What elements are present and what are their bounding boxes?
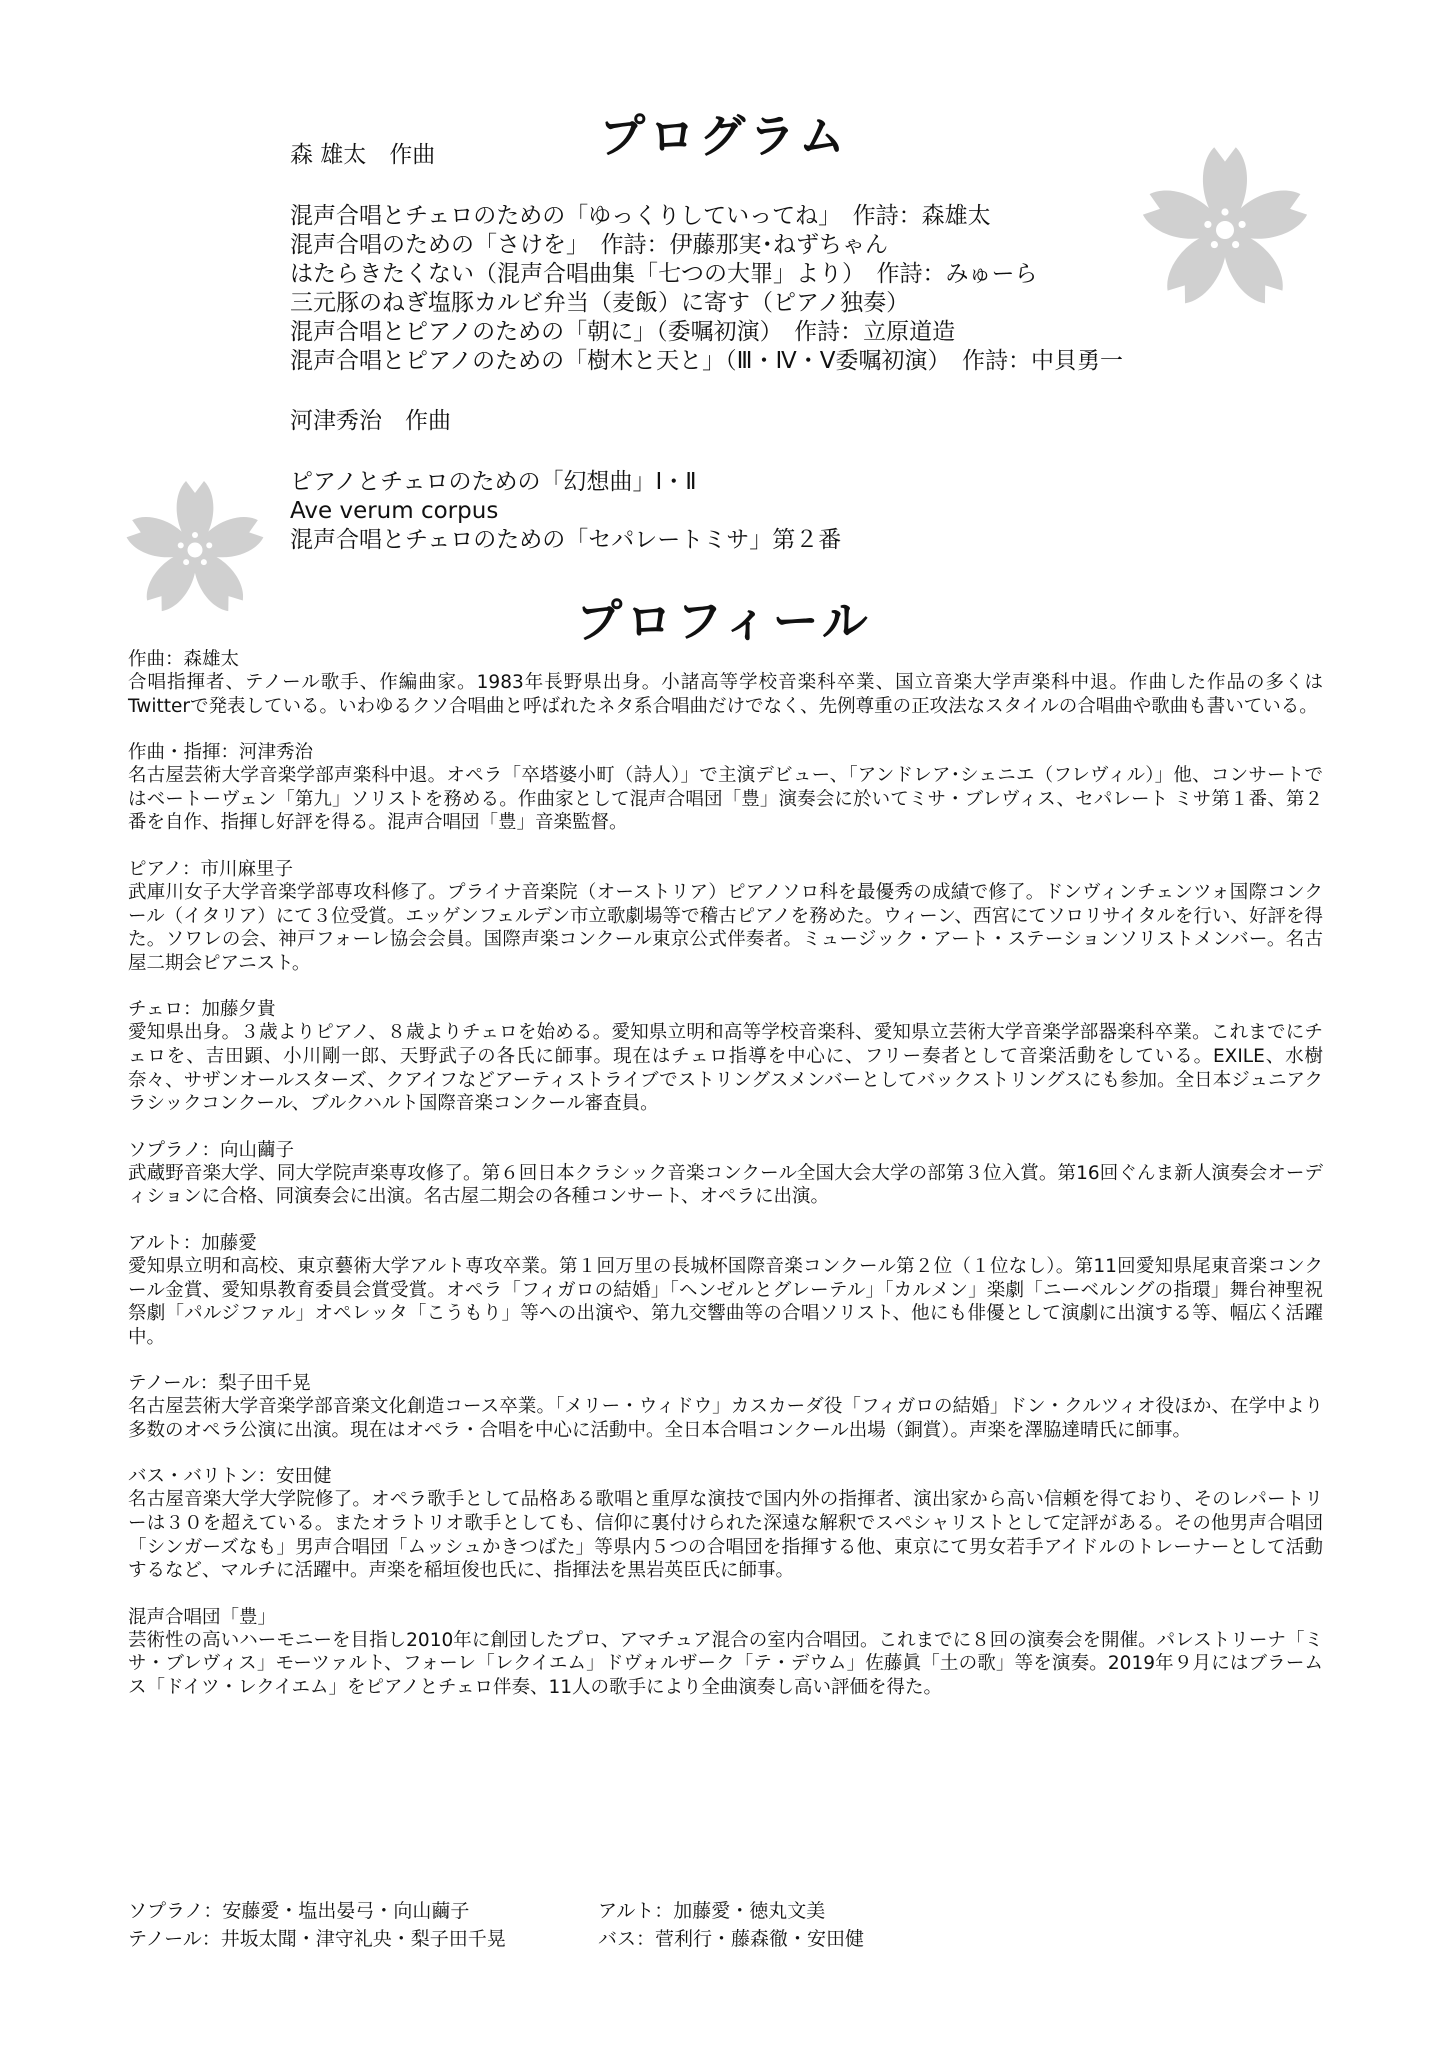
profile-entry [128, 741, 1323, 835]
profile-role: 作曲：森雄太 [128, 649, 240, 670]
profile-entry [128, 858, 1323, 975]
profile-bio: 武庫川女子大学音楽学部専攻科修了。プライナ音楽院（オーストリア）ピアノソロ科を最優秀の成績で修了。ドンヴィンチェンツォ国際コンクール（イタリア）にて３位受賞。エッゲンフェルデン市立歌劇場等で稽古ピアノを務めた。ウィーン、西宮にてソロリサイタルを行い、好評を得た。ソワレの会、神戸フォーレ協会会員。国際声楽コンクール東京公式伴奏者。ミュージック・アート・ステーションソリストメンバー。名古屋二期会ピアニスト。 [128, 881, 1323, 974]
profile-role: テノール：梨子田千晃 [128, 1373, 311, 1395]
profile-role: 混声合唱団「豊」 [128, 1606, 277, 1628]
profile-role: ソプラノ：向山繭子 [128, 1139, 294, 1161]
work-list [290, 202, 1390, 376]
profile-heading: プロフィール [576, 594, 872, 648]
choir-members [128, 1898, 1228, 1952]
profile-bio: 武蔵野音楽大学、同大学院声楽専攻修了。第６回日本クラシック音楽コンクール全国大会大学の部第３位入賞。第16回ぐんま新人演奏会オーディションに合格、同演奏会に出演。名古屋二期会の各種コンサート、オペラに出演。 [128, 1162, 1323, 1208]
profile-role: アルト：加藤愛 [128, 1232, 257, 1254]
work-item: Ave verum corpus [290, 498, 499, 524]
work-item: 三元豚のねぎ塩豚カルビ弁当（麦飯）に寄す（ピアノ独奏） [290, 290, 910, 316]
work-item: 混声合唱とピアノのための「朝に」（委嘱初演） 作詩：立原道造 [290, 319, 956, 345]
program-heading: プログラム [599, 109, 849, 163]
work-list [290, 468, 1390, 555]
work-item: 混声合唱のための「さけを」 作詩：伊藤那実･ねずちゃん [290, 232, 888, 258]
profile-entry [128, 1139, 1323, 1209]
profile-bio: 愛知県立明和高校、東京藝術大学アルト専攻卒業。第１回万里の長城杯国際音楽コンクール第２位（１位なし）。第11回愛知県尾東音楽コンクール金賞、愛知県教育委員会賞受賞。オペラ「フィガロの結婚」「ヘンゼルとグレーテル」「カルメン」楽劇「ニーベルングの指環」舞台神聖祝祭劇「パルジファル」オペレッタ「こうもり」等への出演や、第九交響曲等の合唱ソリスト、他にも俳優として演劇に出演する等、幅広く活躍中。 [128, 1255, 1323, 1348]
profile-role: ピアノ：市川麻里子 [128, 858, 294, 880]
profile-role: バス・バリトン：安田健 [128, 1466, 332, 1488]
alto-members: アルト：加藤愛・徳丸文美 [598, 1900, 826, 1922]
profile-entry [128, 1372, 1323, 1442]
work-item: 混声合唱とピアノのための「樹木と天と」（Ⅲ・Ⅳ・Ⅴ委嘱初演） 作詩：中貝勇一 [290, 348, 1123, 374]
soprano-members: ソプラノ：安藤愛・塩出晏弓・向山繭子 [128, 1900, 470, 1922]
work-item: 混声合唱とチェロのための「ゆっくりしていってね」 作詩：森雄太 [290, 203, 991, 229]
work-item: はたらきたくない（混声合唱曲集「七つの大罪」より） 作詩：みゅーら [290, 261, 1038, 287]
tenor-members: テノール：井坂太聞・津守礼央・梨子田千晃 [128, 1928, 506, 1950]
profile-role: 作曲・指揮：河津秀治 [128, 742, 314, 764]
profile-role: チェロ：加藤夕貴 [128, 999, 276, 1021]
profile-entry [128, 1465, 1323, 1582]
work-item: 混声合唱とチェロのための「セパレートミサ」第２番 [290, 527, 842, 553]
profile-entry [128, 648, 1323, 718]
profile-entry [128, 1606, 1323, 1700]
profile-bio: 芸術性の高いハーモニーを目指し2010年に創団したプロ、アマチュア混合の室内合唱団。これまでに８回の演奏会を開催。パレストリーナ「ミサ・ブレヴィス」モーツァルト、フォーレ「レクイエム」ドヴォルザーク「テ・デウム」佐藤眞「土の歌」等を演奏。2019年９月にはブラームス「ドイツ・レクイエム」をピアノとチェロ伴奏、11人の歌手により全曲演奏し高い評価を得た。 [128, 1629, 1323, 1699]
program-section [290, 140, 1390, 555]
bass-members: バス：菅利行・藤森徹・安田健 [598, 1928, 865, 1950]
composer-heading: 森 雄太 作曲 [290, 142, 436, 168]
profile-bio: 名古屋芸術大学音楽学部声楽科中退。オペラ「卒塔婆小町（詩人）」で主演デビュー、「アンドレア･シェニエ（フレヴィル）」他、コンサートではベートーヴェン「第九」ソリストを務める。作曲家として混声合唱団「豊」演奏会に於いてミサ・ブレヴィス、セパレート ミサ第１番、第２番を自作、指揮し好評を得る。混声合唱団「豊」音楽監督。 [128, 765, 1323, 834]
profile-bio: 愛知県出身。３歳よりピアノ、８歳よりチェロを始める。愛知県立明和高等学校音楽科、愛知県立芸術大学音楽学部器楽科卒業。これまでにチェロを、吉田顕、小川剛一郎、天野武子の各氏に師事。現在はチェロ指導を中心に、フリー奏者として音楽活動をしている。EXILE、水樹奈々、サザンオールスターズ、クアイフなどアーティストライブでストリングスメンバーとしてバックストリングスにも参加。全日本ジュニアクラシックコンクール、ブルクハルト国際音楽コンクール審査員。 [128, 1022, 1323, 1115]
work-item: ピアノとチェロのための「幻想曲」Ⅰ・Ⅱ [290, 469, 697, 495]
profile-entry [128, 1232, 1323, 1349]
profile-bio: 名古屋芸術大学音楽学部音楽文化創造コース卒業。「メリー・ウィドウ」カスカーダ役「フィガロの結婚」ドン・クルツィオ役ほか、在学中より多数のオペラ公演に出演。現在はオペラ・合唱を中心に活動中。全日本合唱コンクール出場（銅賞）。声楽を澤脇達晴氏に師事。 [128, 1396, 1323, 1441]
profile-bio: 合唱指揮者、テノール歌手、作編曲家。1983年長野県出身。小諸高等学校音楽科卒業、国立音楽大学声楽科中退。作曲した作品の多くはTwitterで発表している。いわゆるクソ合唱曲と呼ばれたネタ系合唱曲だけでなく、先例尊重の正攻法なスタイルの合唱曲や歌曲も書いている。 [128, 672, 1323, 717]
profile-entry [128, 998, 1323, 1115]
profile-bio: 名古屋音楽大学大学院修了。オペラ歌手として品格ある歌唱と重厚な演技で国内外の指揮者、演出家から高い信頼を得ており、そのレパートリーは３０を超えている。またオラトリオ歌手としても、信仰に裏付けられた深遠な解釈でスペシャリストとして定評がある。その他男声合唱団「シンガーズなも」男声合唱団「ムッシュかきつばた」等県内５つの合唱団を指揮する他、東京にて男女若手アイドルのトレーナーとして活動するなど、マルチに活躍中。声楽を稲垣俊也氏に、指揮法を黒岩英臣氏に師事。 [128, 1489, 1323, 1582]
composer-heading: 河津秀治 作曲 [290, 408, 451, 434]
profile-list [128, 648, 1323, 1723]
